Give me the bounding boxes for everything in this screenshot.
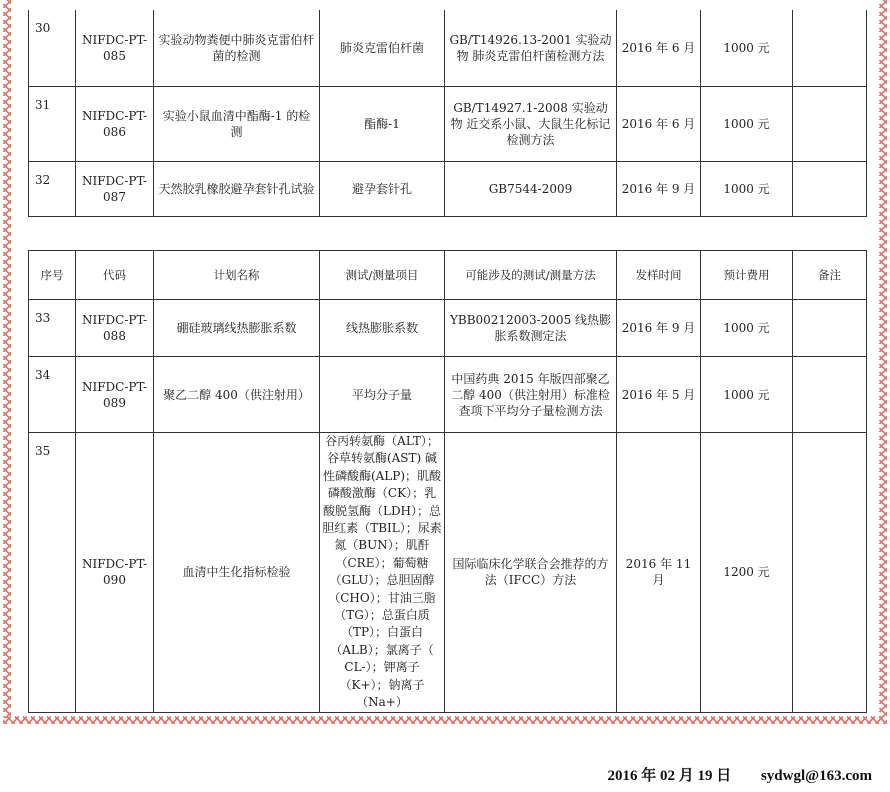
- row-number: 33: [29, 300, 76, 357]
- plan-name: 聚乙二醇 400（供注射用）: [154, 357, 320, 433]
- estimated-fee: 1000 元: [701, 10, 793, 86]
- table-header-row: [29, 251, 867, 300]
- decorative-border-bottom: [3, 716, 887, 724]
- table-row: [29, 357, 867, 433]
- test-method: 中国药典 2015 年版四部聚乙二醇 400（供注射用）标准检查项下平均分子量检测方法: [445, 357, 617, 433]
- header-remark: 备注: [793, 251, 867, 300]
- estimated-fee: 1200 元: [701, 433, 793, 713]
- header-plan-name: 计划名称: [154, 251, 320, 300]
- plan-code: NIFDC-PT-086: [76, 86, 154, 161]
- plan-name: 实验小鼠血清中酯酶-1 的检测: [154, 86, 320, 161]
- table-row: [29, 86, 867, 161]
- header-test-method: 可能涉及的测试/测量方法: [445, 251, 617, 300]
- plan-code: NIFDC-PT-088: [76, 300, 154, 357]
- page-footer: [581, 764, 872, 785]
- table-row: [29, 161, 867, 216]
- row-number: 31: [29, 86, 76, 161]
- test-item: 谷丙转氨酶（ALT）；谷草转氨酶(AST) 碱性磷酸酶(ALP)；肌酸磷酸激酶（CK）；乳酸脱氢酶（LDH）；总胆红素（TBIL）；尿素氮（BUN）；肌酐（CRE）；葡萄糖（GLU）；总胆固醇（CHO）；甘油三脂（TG）；总蛋白质（TP）；白蛋白（ALB）；氯离子（ CL-）；钾离子（K+）；钠离子（Na+）: [320, 433, 445, 713]
- table-row: [29, 300, 867, 357]
- test-method: 国际临床化学联合会推荐的方法（IFCC）方法: [445, 433, 617, 713]
- plan-name: 血清中生化指标检验: [154, 433, 320, 713]
- remark: [793, 161, 867, 216]
- test-method: GB/T14926.13-2001 实验动物 肺炎克雷伯杆菌检测方法: [445, 10, 617, 86]
- footer-date: 2016 年 02 月 19 日: [607, 768, 732, 784]
- plan-name: 实验动物粪便中肺炎克雷伯杆菌的检测: [154, 10, 320, 86]
- estimated-fee: 1000 元: [701, 357, 793, 433]
- footer-email: sydwgl@163.com: [760, 768, 872, 784]
- test-item: 避孕套针孔: [320, 161, 445, 216]
- plan-code: NIFDC-PT-085: [76, 10, 154, 86]
- dispatch-time: 2016 年 11 月: [617, 433, 701, 713]
- test-method: GB7544-2009: [445, 161, 617, 216]
- row-number: 30: [29, 10, 76, 86]
- dispatch-time: 2016 年 9 月: [617, 300, 701, 357]
- plan-name: 天然胶乳橡胶避孕套针孔试验: [154, 161, 320, 216]
- header-test-item: 测试/测量项目: [320, 251, 445, 300]
- test-item: 平均分子量: [320, 357, 445, 433]
- test-item: 肺炎克雷伯杆菌: [320, 10, 445, 86]
- header-no: 序号: [29, 251, 76, 300]
- dispatch-time: 2016 年 6 月: [617, 10, 701, 86]
- remark: [793, 357, 867, 433]
- test-item: 酯酶-1: [320, 86, 445, 161]
- test-item: 线热膨胀系数: [320, 300, 445, 357]
- header-code: 代码: [76, 251, 154, 300]
- test-method: YBB00212003-2005 线热膨胀系数测定法: [445, 300, 617, 357]
- remark: [793, 433, 867, 713]
- estimated-fee: 1000 元: [701, 300, 793, 357]
- dispatch-time: 2016 年 5 月: [617, 357, 701, 433]
- plan-table-continued: [28, 10, 867, 217]
- row-number: 34: [29, 357, 76, 433]
- remark: [793, 10, 867, 86]
- plan-code: NIFDC-PT-087: [76, 161, 154, 216]
- header-fee: 预计费用: [701, 251, 793, 300]
- decorative-border-right: [879, 0, 887, 718]
- estimated-fee: 1000 元: [701, 161, 793, 216]
- remark: [793, 300, 867, 357]
- plan-table: [28, 250, 867, 713]
- dispatch-time: 2016 年 9 月: [617, 161, 701, 216]
- table-row: [29, 433, 867, 713]
- header-dispatch-time: 发样时间: [617, 251, 701, 300]
- remark: [793, 86, 867, 161]
- plan-name: 硼硅玻璃线热膨胀系数: [154, 300, 320, 357]
- row-number: 35: [29, 433, 76, 713]
- plan-code: NIFDC-PT-090: [76, 433, 154, 713]
- decorative-border-left: [3, 0, 11, 718]
- dispatch-time: 2016 年 6 月: [617, 86, 701, 161]
- test-method: GB/T14927.1-2008 实验动物 近交系小鼠、大鼠生化标记检测方法: [445, 86, 617, 161]
- table-row: [29, 10, 867, 86]
- row-number: 32: [29, 161, 76, 216]
- estimated-fee: 1000 元: [701, 86, 793, 161]
- plan-code: NIFDC-PT-089: [76, 357, 154, 433]
